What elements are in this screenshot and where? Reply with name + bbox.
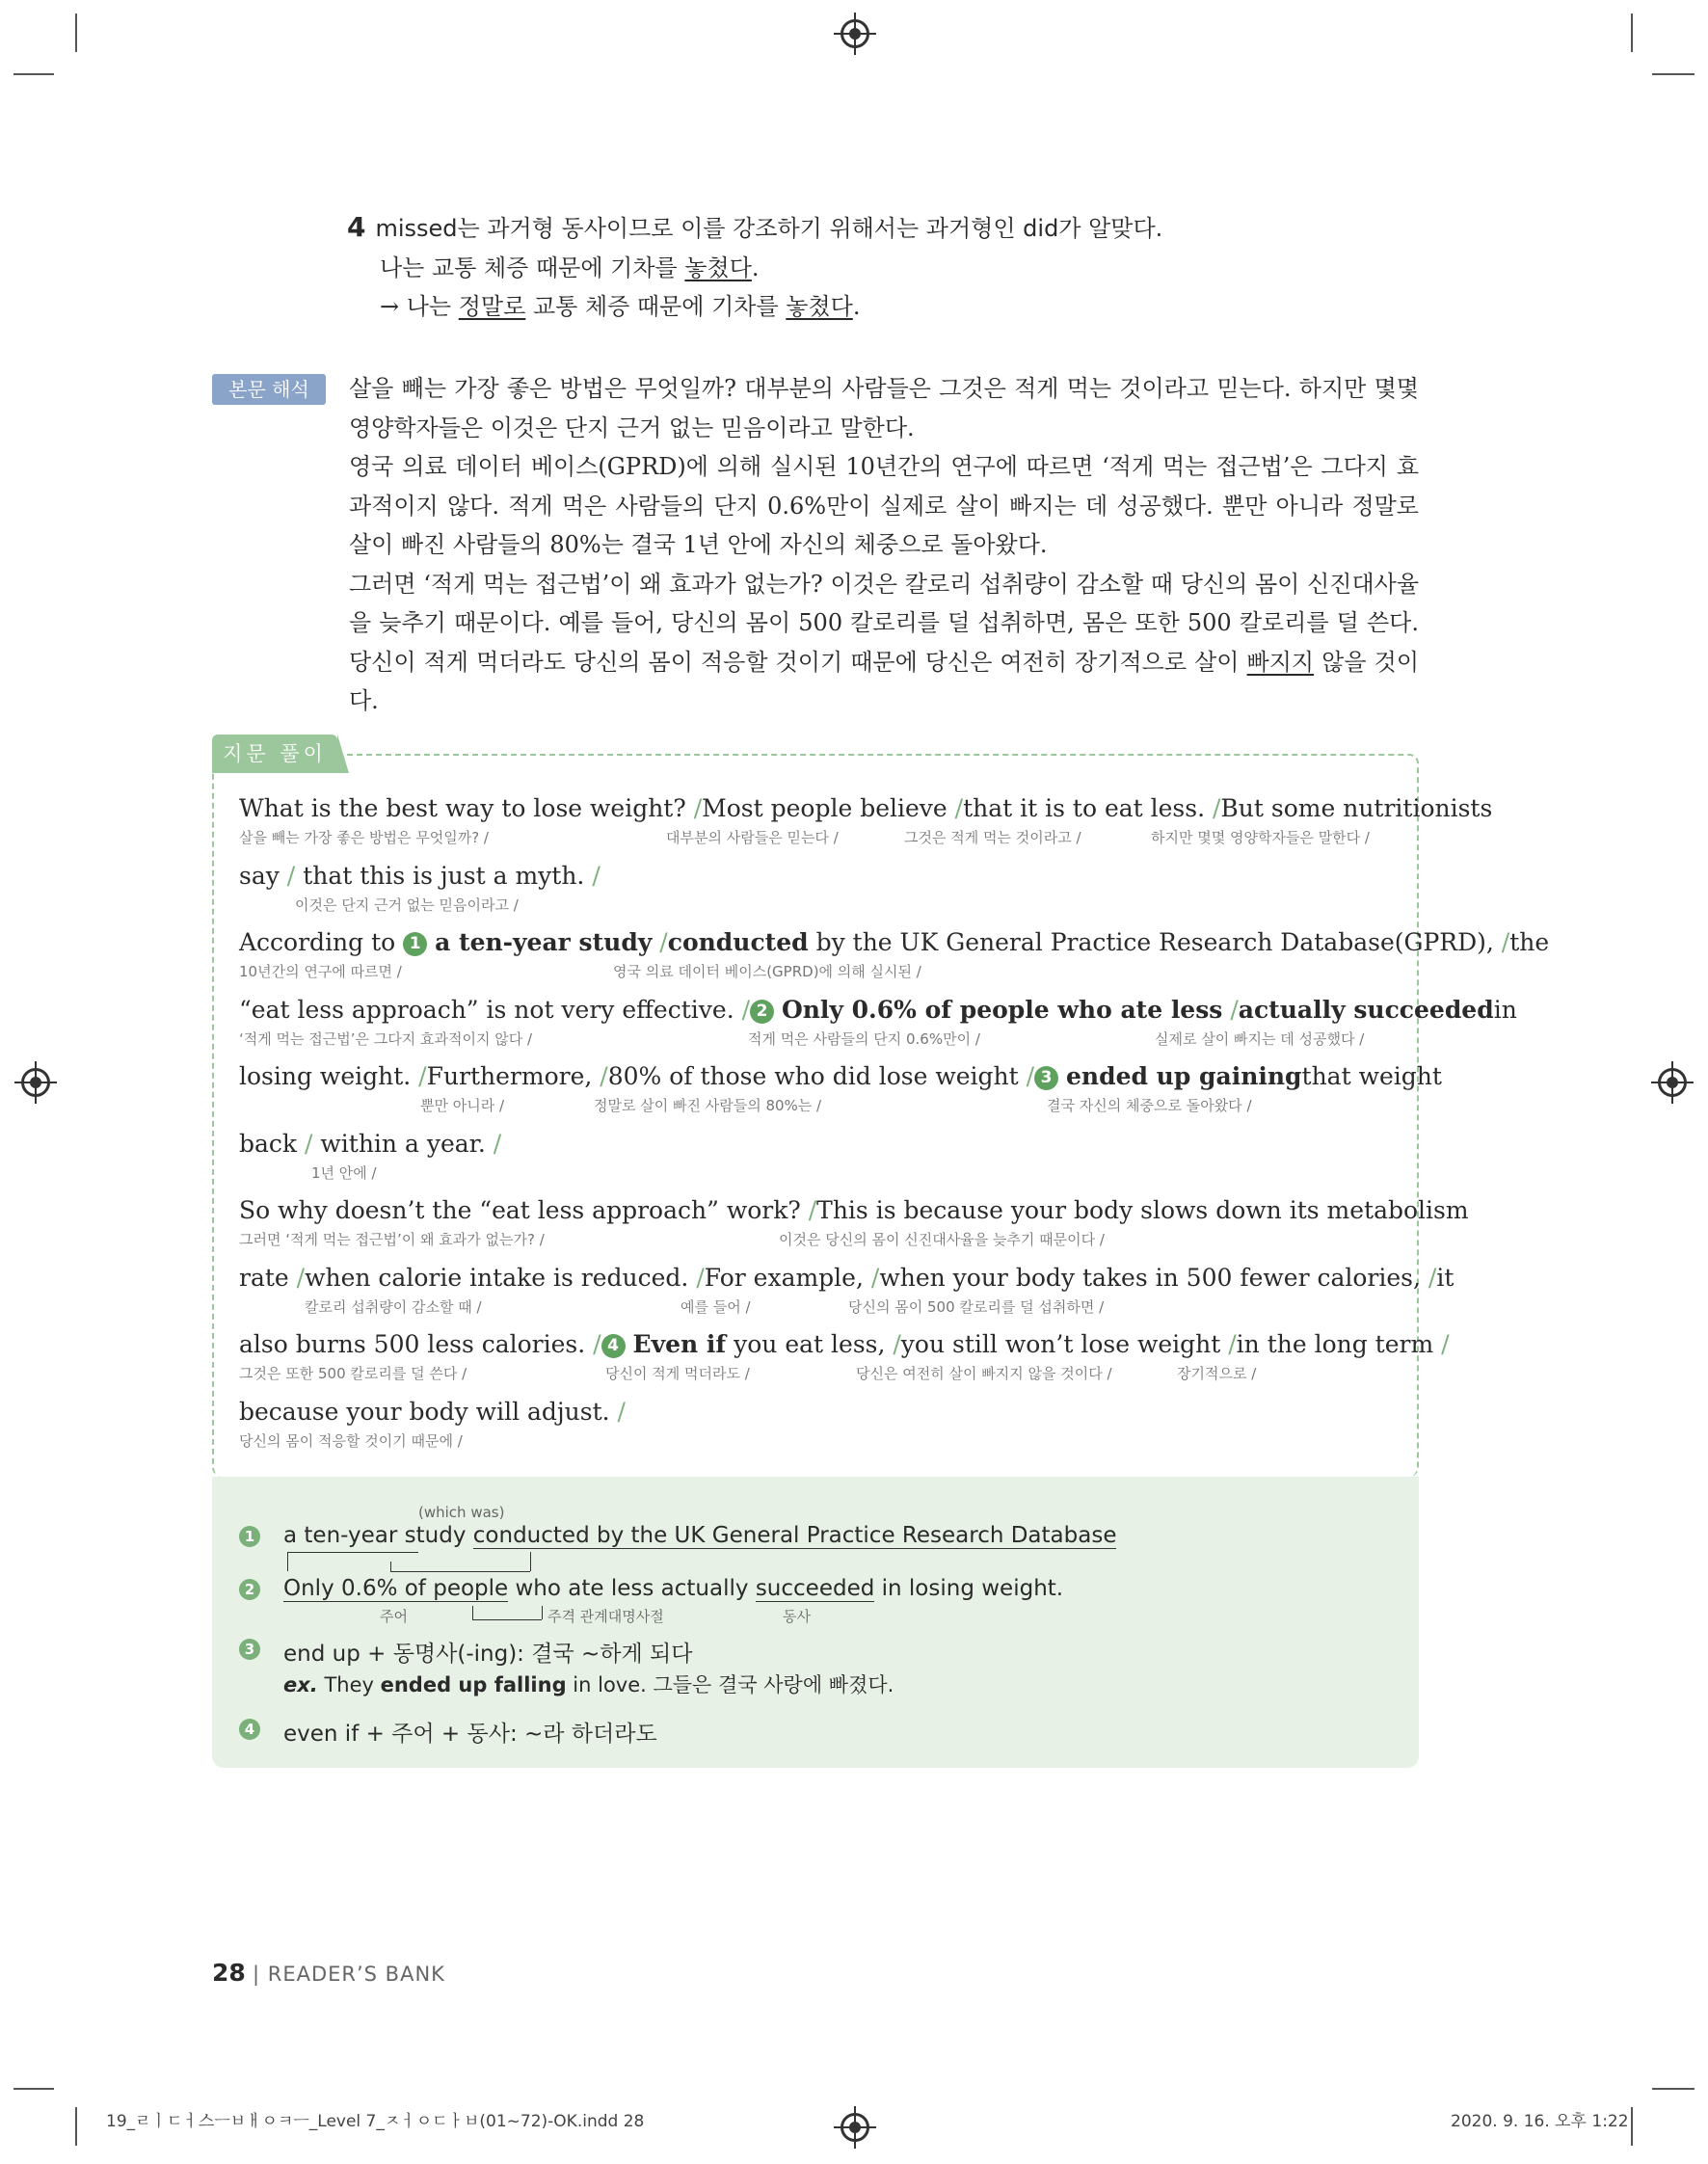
note-1-bracket [287, 1552, 418, 1553]
crop-mark [13, 73, 54, 75]
crop-mark [1652, 2088, 1695, 2090]
note-marker-2-icon: 2 [239, 1579, 260, 1600]
crop-mark [75, 13, 77, 52]
page-number: 28 [212, 1959, 246, 1987]
marker-2-icon: 2 [750, 1000, 774, 1024]
note-marker-1-icon: 1 [239, 1526, 260, 1547]
book-label: | READER’S BANK [253, 1963, 445, 1986]
label-subject: 주어 [380, 1608, 408, 1625]
registration-mark-icon [841, 19, 869, 48]
answer-number: 4 [347, 211, 366, 243]
note-1-bracket [390, 1571, 530, 1572]
note-marker-4-icon: 4 [239, 1719, 260, 1740]
crop-mark [13, 2088, 54, 2090]
analysis-line: So why doesn’t the “eat less approach” work? / This is because your body slows down its metabolism 그러면 ‘적게 먹는 접근법’이 왜 효과가 없는가? / 이것은 당신의 몸이 신진대사율을 늦추기 때문이다 / [239, 1196, 1469, 1248]
answer-example-a: 나는 교통 체증 때문에 기차를 놓쳤다. [380, 254, 760, 281]
answer-4-block [347, 207, 1407, 326]
crop-mark [1631, 2107, 1633, 2146]
print-slug-date: 2020. 9. 16. 오후 1:22 [1451, 2112, 1629, 2131]
marker-3-icon: 3 [1034, 1066, 1058, 1090]
translation-paragraph: 영국 의료 데이터 베이스(GPRD)에 의해 실시된 10년간의 연구에 따르면 ‘적게 먹는 접근법’은 그다지 효과적이지 않다. 적게 먹은 사람들의 단지 0.6%만이 실제로 살이 빠지는 데 성공했다. 뿐만 아니라 정말로 살이 빠진 사람들의 80%는 결국 1년 안에 자신의 체중으로 돌아왔다. [349, 453, 1419, 558]
note-2-bracket [472, 1619, 542, 1620]
analysis-line: losing weight. / Furthermore, / 80% of those who did lose weight / 3 ended up gaining that weight 뿐만 아니라 / 정말로 살이 빠진 사람들의 80%는 / 결국 자신의 체중으로 돌아왔다 / [239, 1062, 1442, 1114]
note-2-bracket [542, 1606, 543, 1619]
label-verb: 동사 [783, 1608, 811, 1625]
marker-4-icon: 4 [601, 1334, 626, 1358]
note-1-bracket [530, 1552, 531, 1571]
translation-paragraph: 그러면 ‘적게 먹는 접근법’이 왜 효과가 없는가? 이것은 칼로리 섭취량이 감소할 때 당신의 몸이 신진대사율을 늦추기 때문이다. 예를 들어, 당신의 몸이 500 칼로리를 덜 섭취하면, 몸은 또한 500 칼로리를 덜 쓴다. 당신이 적게 먹더라도 당신의 몸이 적응할 것이기 때문에 당신은 여전히 장기적으로 살이 빠지지 않을 것이다. [349, 570, 1419, 714]
note-1-insertion: (which was) [418, 1504, 505, 1521]
translation-text [349, 369, 1419, 721]
note-1-bracket [390, 1562, 391, 1571]
print-slug-file: 19_ㄹㅣㄷㅓ스ㅡㅂㅐㅇㅋㅡ_Level 7_ㅈㅓㅇㄷㅏㅂ(01~72)-OK.indd 28 [106, 2112, 645, 2131]
registration-mark-icon [841, 2113, 869, 2142]
note-2-bracket [472, 1606, 473, 1619]
label-relative-clause: 주격 관계대명사절 [547, 1608, 664, 1625]
registration-mark-icon [21, 1068, 50, 1097]
analysis-line: “eat less approach” is not very effective. / 2 Only 0.6% of people who ate less / actually succeeded in ‘적게 먹는 접근법’은 그다지 효과적이지 않다 / 적게 먹은 사람들의 단지 0.6%만이 / 실제로 살이 빠지는 데 성공했다 / [239, 995, 1517, 1048]
note-1-bracket [287, 1552, 288, 1571]
analysis-line: rate / when calorie intake is reduced. / For example, / when your body takes in 500 fewer calories, / it 칼로리 섭취량이 감소할 때 / 예를 들어 / 당신의 몸이 500 칼로리를 덜 섭취하면 / [239, 1263, 1454, 1316]
analysis-line: say / that this is just a myth. / 이것은 단지 근거 없는 믿음이라고 / [239, 861, 600, 914]
answer-example-b: → 나는 정말로 교통 체증 때문에 기차를 놓쳤다. [380, 293, 861, 320]
analysis-line: because your body will adjust. / 당신의 몸이 적응할 것이기 때문에 / [239, 1397, 626, 1450]
analysis-line: back / within a year. / 1년 안에 / [239, 1129, 502, 1182]
analysis-tab: 지문 풀이 [212, 735, 337, 773]
answer-explanation: 4 missed는 과거형 동사이므로 이를 강조하기 위해서는 과거형인 did가 알맞다. [347, 211, 1163, 243]
marker-1-icon: 1 [403, 932, 427, 956]
analysis-line: What is the best way to lose weight? / Most people believe / that it is to eat less. / But some nutritionists 살을 빼는 가장 좋은 방법은 무엇일까? / 대부분의 사람들은 믿는다 / 그것은 적게 먹는 것이라고 / 하지만 몇몇 영양학자들은 말한다 / [239, 794, 1493, 846]
translation-badge: 본문 해석 [212, 374, 326, 405]
crop-mark [1631, 13, 1633, 52]
crop-mark [75, 2107, 77, 2146]
crop-mark [1652, 73, 1695, 75]
translation-paragraph: 살을 빼는 가장 좋은 방법은 무엇일까? 대부분의 사람들은 그것은 적게 먹는 것이라고 믿는다. 하지만 몇몇 영양학자들은 이것은 단지 근거 없는 믿음이라고 말한다. [349, 375, 1419, 441]
analysis-line: also burns 500 less calories. / 4 Even if you eat less, / you still won’t lose weight / in the long term / 그것은 또한 500 칼로리를 덜 쓴다 / 당신이 적게 먹더라도 / 당신은 여전히 살이 빠지지 않을 것이다 / 장기적으로 / [239, 1330, 1450, 1382]
analysis-line: According to 1 a ten-year study / conducted by the UK General Practice Research Database(GPRD), / the 10년간의 연구에 따르면 / 영국 의료 데이터 베이스(GPRD)에 의해 실시된 / [239, 928, 1550, 980]
registration-mark-icon [1658, 1068, 1687, 1097]
analysis-lines [239, 792, 1550, 1462]
note-marker-3-icon: 3 [239, 1639, 260, 1660]
